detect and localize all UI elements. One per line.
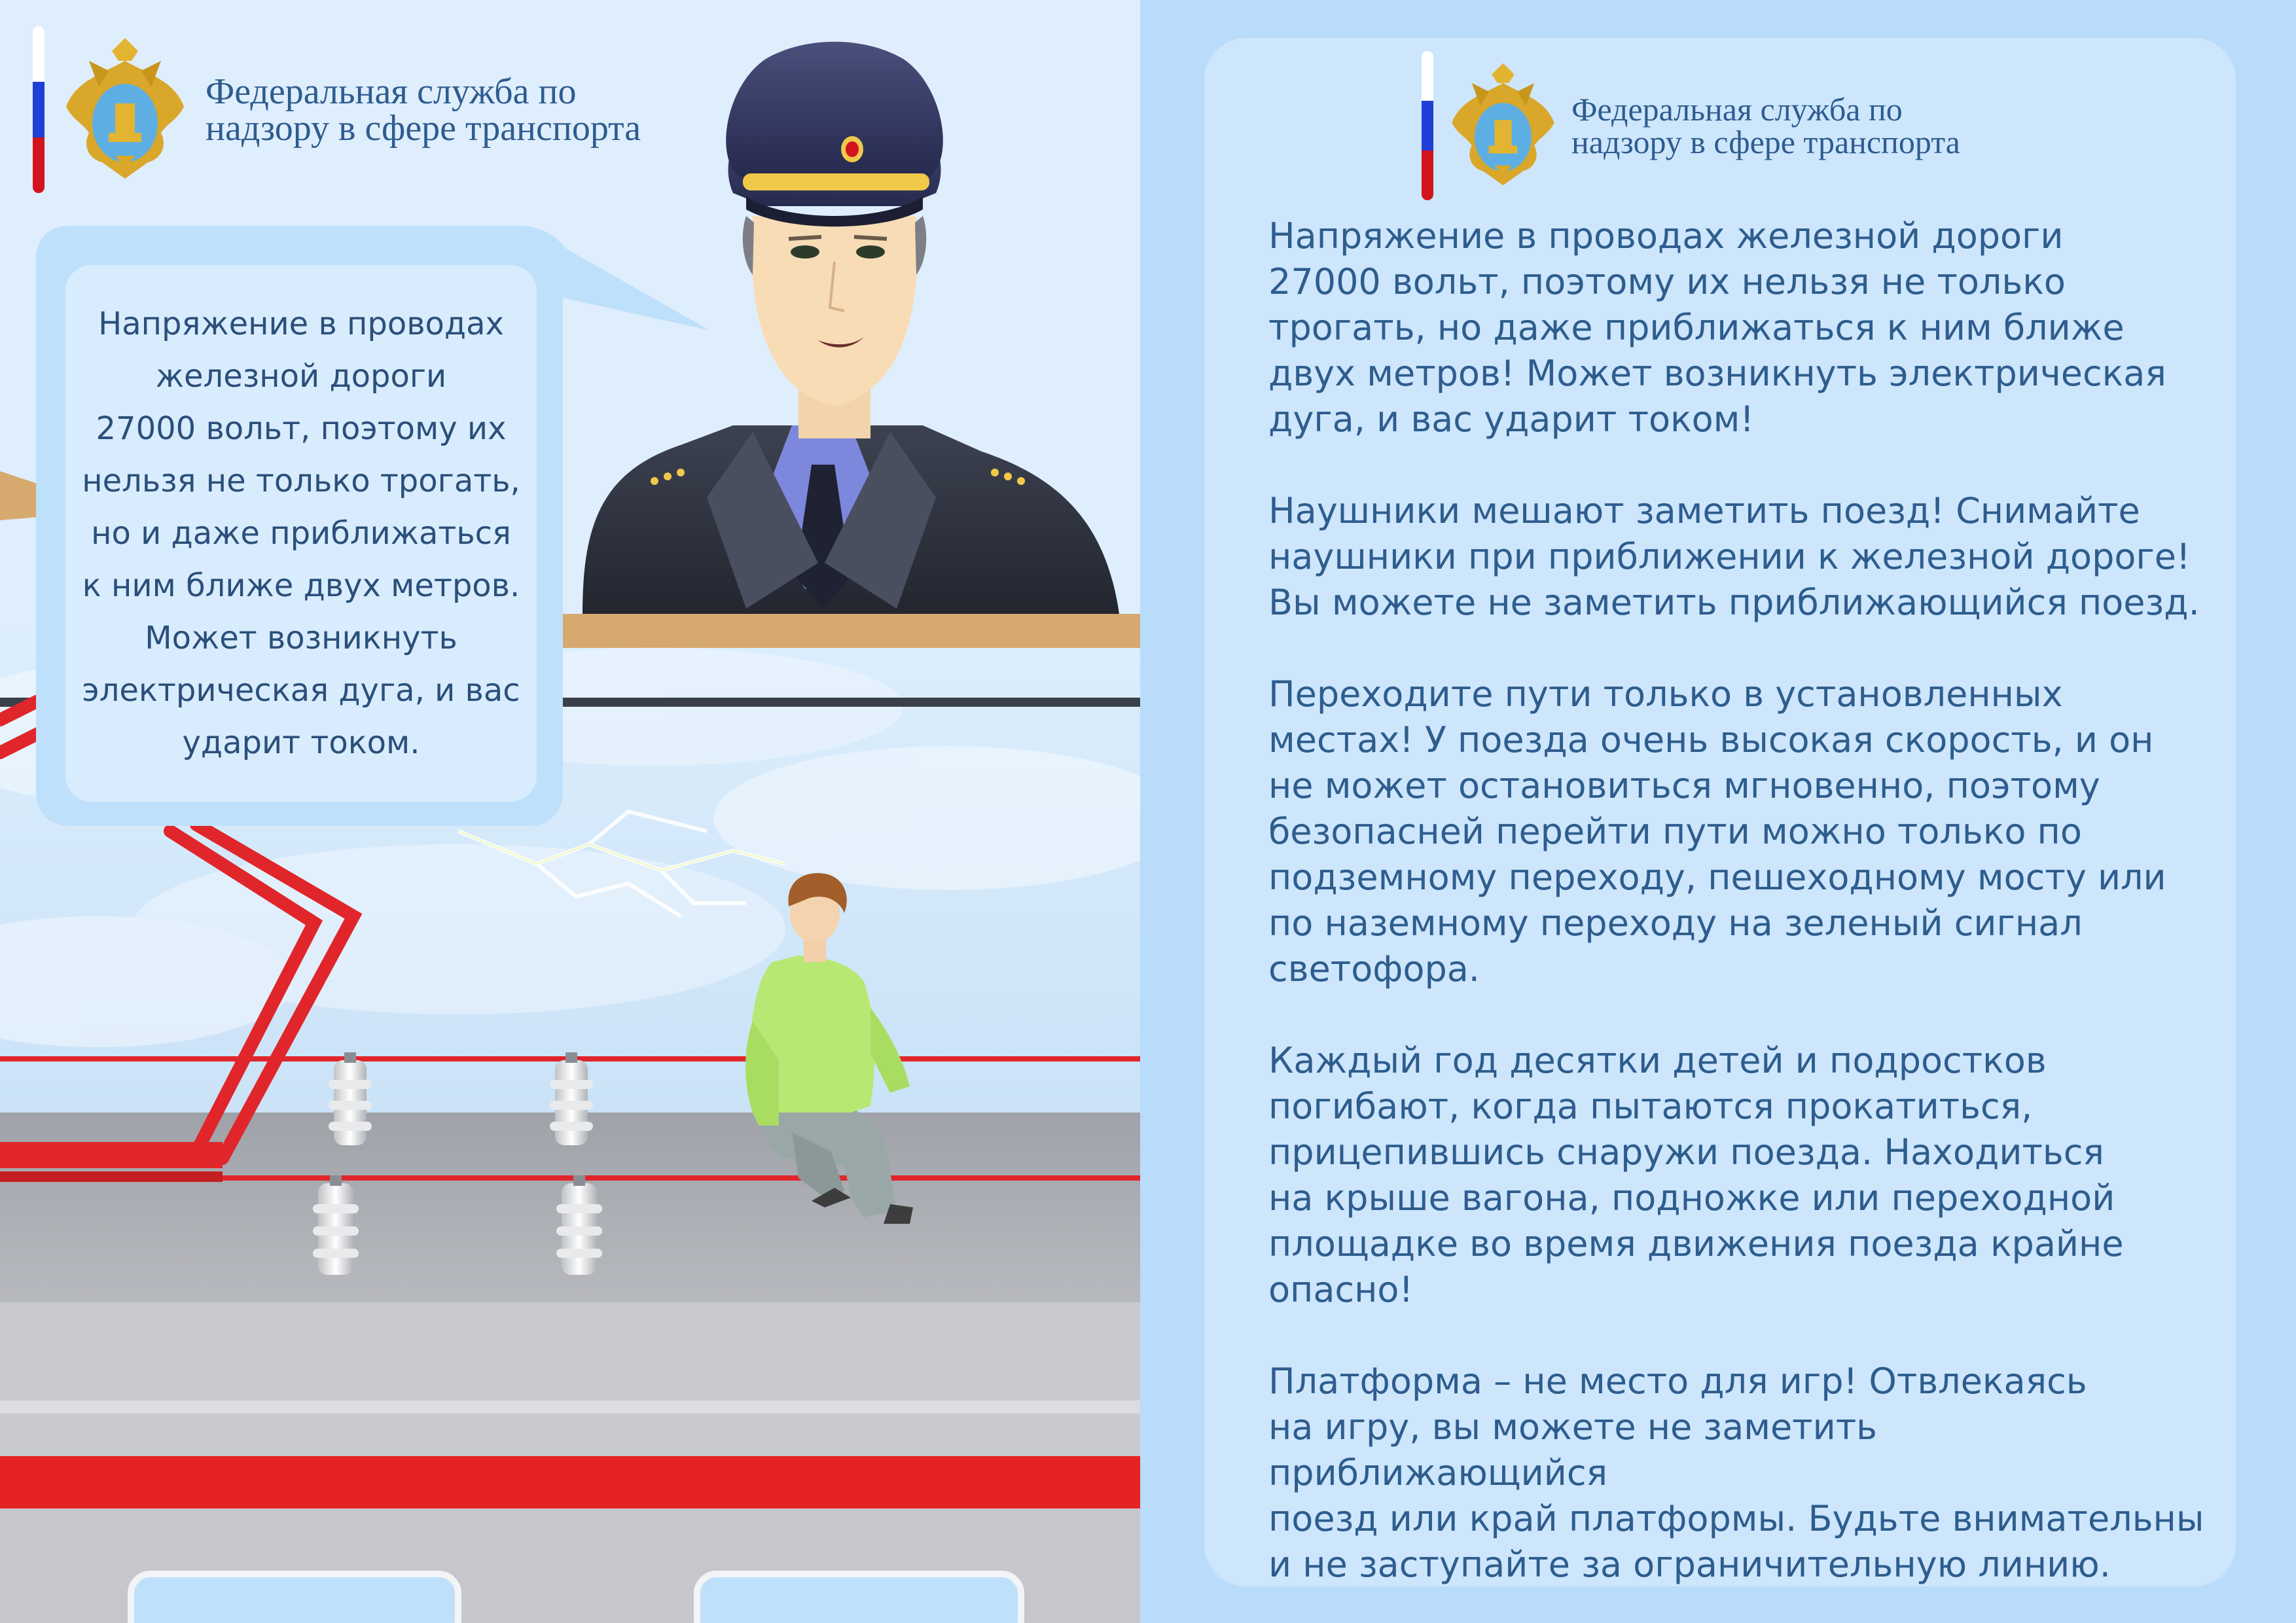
double-headed-eagle-emblem-icon (63, 35, 187, 185)
comic-illustration (0, 0, 1140, 1623)
agency-name-line2: надзору в сфере транспорта (1571, 124, 1960, 160)
train-side (0, 1302, 1140, 1459)
agency-name (206, 73, 641, 147)
agency-name-line1: Федеральная служба по (206, 71, 577, 112)
rule-paragraph-crossing: Переходите пути только в установленных местах! У поезда очень высокая скорость, и он не может остановиться мгновенно, поэтому безопасней перейти пути можно только по подземному переходу, пешеходному мосту или по наземному переходу на зеленый сигнал светофора. (1268, 673, 2166, 990)
agency-name-line1: Федеральная служба по (1571, 91, 1903, 128)
rule-paragraph-high-voltage: Напряжение в проводах железной дороги 27000 вольт, поэтому их нельзя не только трогать, но даже приближаться к ним ближе двух метров! Может возникнуть электрическая дуга, и вас ударит током! (1268, 215, 2166, 440)
agency-name-line2: надзору в сфере транспорта (206, 107, 641, 149)
agency-name (1571, 93, 1960, 158)
russian-flag-icon (1422, 51, 1433, 200)
double-headed-eagle-emblem-icon (1449, 60, 1557, 191)
rule-paragraph-train-surfing: Каждый год десятки детей и подростков погибают, когда пытаются прокатиться, прицепившись снаружи поезда. Находиться на крыше вагона, подножке или переходной площадке во время движения поезда крайне опасно! (1268, 1040, 2124, 1310)
train-window (697, 1574, 1021, 1623)
agency-logo (33, 26, 641, 193)
train-window (131, 1574, 458, 1623)
agency-logo-right (1422, 51, 1960, 200)
rule-paragraph-platform: Платформа – не место для игр! Отвлекаясь на игру, вы можете не заметить приближающийся поезд или край платформы. Будьте внимательны и не заступайте за ограничительную линию. (1268, 1361, 2204, 1585)
safety-rules-text (1268, 213, 2224, 1623)
russian-flag-icon (33, 26, 45, 193)
speech-bubble-text: Напряжение в проводах железной дороги 27000 вольт, поэтому их нельзя не только трогать, но и даже приближаться к ним ближе двух метров. Может возникнуть электрическая дуга, и вас ударит током. (82, 306, 520, 761)
red-stripe (0, 1456, 1140, 1508)
rule-paragraph-headphones: Наушники мешают заметить поезд! Снимайте наушники при приближении к железной дороге! Вы можете не заметить приближающийся поезд. (1268, 490, 2200, 623)
panel-divider (563, 614, 1140, 648)
comic-panel (0, 0, 1140, 1623)
